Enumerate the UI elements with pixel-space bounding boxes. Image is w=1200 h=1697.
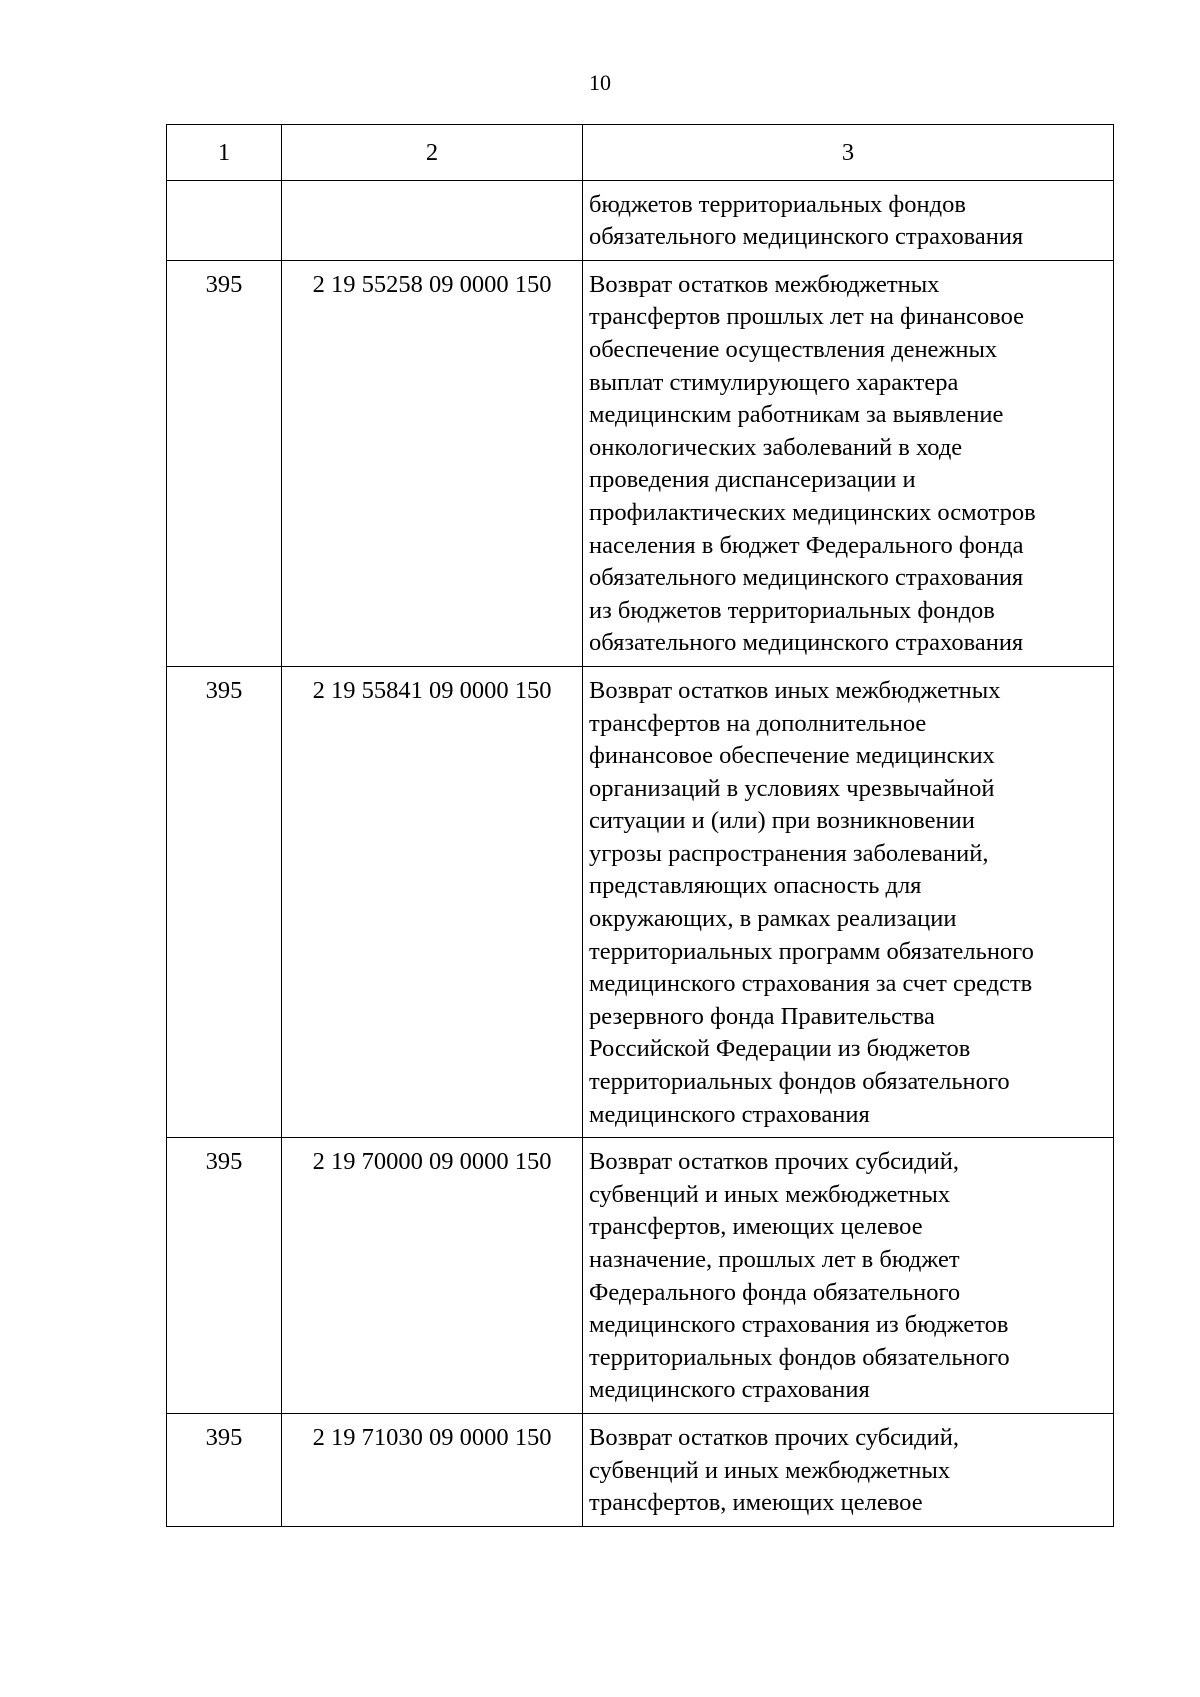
description-line: Российской Федерации из бюджетов	[589, 1035, 971, 1063]
description-line: угрозы распространения заболеваний,	[589, 839, 989, 867]
description-line: резервного фонда Правительства	[589, 1002, 935, 1030]
column-header-1: 1	[167, 125, 282, 181]
budget-code-cell	[282, 180, 583, 260]
description-line: медицинского страхования из бюджетов	[589, 1311, 1009, 1339]
description-line: территориальных фондов обязательного	[589, 1068, 1010, 1096]
column-header-3: 3	[583, 125, 1114, 181]
table-row	[167, 666, 1114, 1137]
description-line: трансфертов на дополнительное	[589, 709, 927, 737]
budget-code-cell: 2 19 71030 09 0000 150	[282, 1413, 583, 1526]
description-line: субвенций и иных межбюджетных	[589, 1180, 951, 1208]
description-line: субвенций и иных межбюджетных	[589, 1456, 951, 1484]
description-line: трансфертов прошлых лет на финансовое	[589, 303, 1025, 331]
description-line: из бюджетов территориальных фондов	[589, 596, 995, 624]
row-number-cell	[167, 180, 282, 260]
description-line: территориальных программ обязательного	[589, 937, 1034, 965]
row-number-cell: 395	[167, 666, 282, 1137]
description-line: назначение, прошлых лет в бюджет	[589, 1246, 960, 1273]
description-line: представляющих опасность для	[589, 872, 922, 900]
column-header-2: 2	[282, 125, 583, 181]
description-line: Возврат остатков прочих субсидий,	[589, 1423, 959, 1451]
table-header-row	[167, 125, 1114, 181]
row-number-cell: 395	[167, 1138, 282, 1414]
description-line: трансфертов, имеющих целевое	[589, 1489, 923, 1517]
description-cell	[583, 666, 1114, 1137]
budget-code-cell: 2 19 70000 09 0000 150	[282, 1138, 583, 1414]
description-line: финансовое обеспечение медицинских	[589, 742, 995, 770]
description-line: населения в бюджет Федерального фонда	[589, 531, 1024, 559]
description-cell	[583, 1138, 1114, 1414]
table-row	[167, 1413, 1114, 1526]
budget-code-cell: 2 19 55841 09 0000 150	[282, 666, 583, 1137]
table-row	[167, 180, 1114, 260]
description-line: медицинским работникам за выявление	[589, 401, 1004, 429]
description-line: обязательного медицинского страхования	[589, 629, 1024, 657]
description-cell	[583, 1413, 1114, 1526]
description-line: обеспечение осуществления денежных	[589, 335, 998, 363]
description-line: Федерального фонда обязательного	[589, 1278, 961, 1306]
table-row	[167, 1138, 1114, 1414]
table-body	[167, 180, 1114, 1526]
description-line: профилактических медицинских осмотров	[589, 498, 1036, 526]
page-number: 10	[589, 70, 611, 95]
description-line: обязательного медицинского страхования	[589, 223, 1024, 251]
row-number-cell: 395	[167, 1413, 282, 1526]
description-line: организаций в условиях чрезвычайной	[589, 774, 995, 802]
description-line: медицинского страхования	[589, 1376, 870, 1404]
description-line: онкологических заболеваний в ходе	[589, 433, 963, 461]
description-line: территориальных фондов обязательного	[589, 1343, 1010, 1371]
description-line: проведения диспансеризации и	[589, 466, 916, 494]
description-line: обязательного медицинского страхования	[589, 564, 1024, 592]
description-line: бюджетов территориальных фондов	[589, 190, 966, 218]
description-line: окружающих, в рамках реализации	[589, 905, 957, 933]
row-number-cell: 395	[167, 260, 282, 666]
table-row	[167, 260, 1114, 666]
description-line: Возврат остатков межбюджетных	[589, 270, 940, 298]
budget-code-cell: 2 19 55258 09 0000 150	[282, 260, 583, 666]
description-cell	[583, 180, 1114, 260]
description-line: трансфертов, имеющих целевое	[589, 1213, 923, 1241]
description-line: ситуации и (или) при возникновении	[589, 807, 975, 835]
description-cell	[583, 260, 1114, 666]
description-line: медицинского страхования	[589, 1100, 870, 1128]
description-line: Возврат остатков прочих субсидий,	[589, 1148, 959, 1176]
description-line: выплат стимулирующего характера	[589, 368, 959, 396]
description-line: медицинского страхования за счет средств	[589, 970, 1033, 998]
description-line: Возврат остатков иных межбюджетных	[589, 676, 1001, 704]
budget-classification-table	[166, 124, 1114, 1527]
